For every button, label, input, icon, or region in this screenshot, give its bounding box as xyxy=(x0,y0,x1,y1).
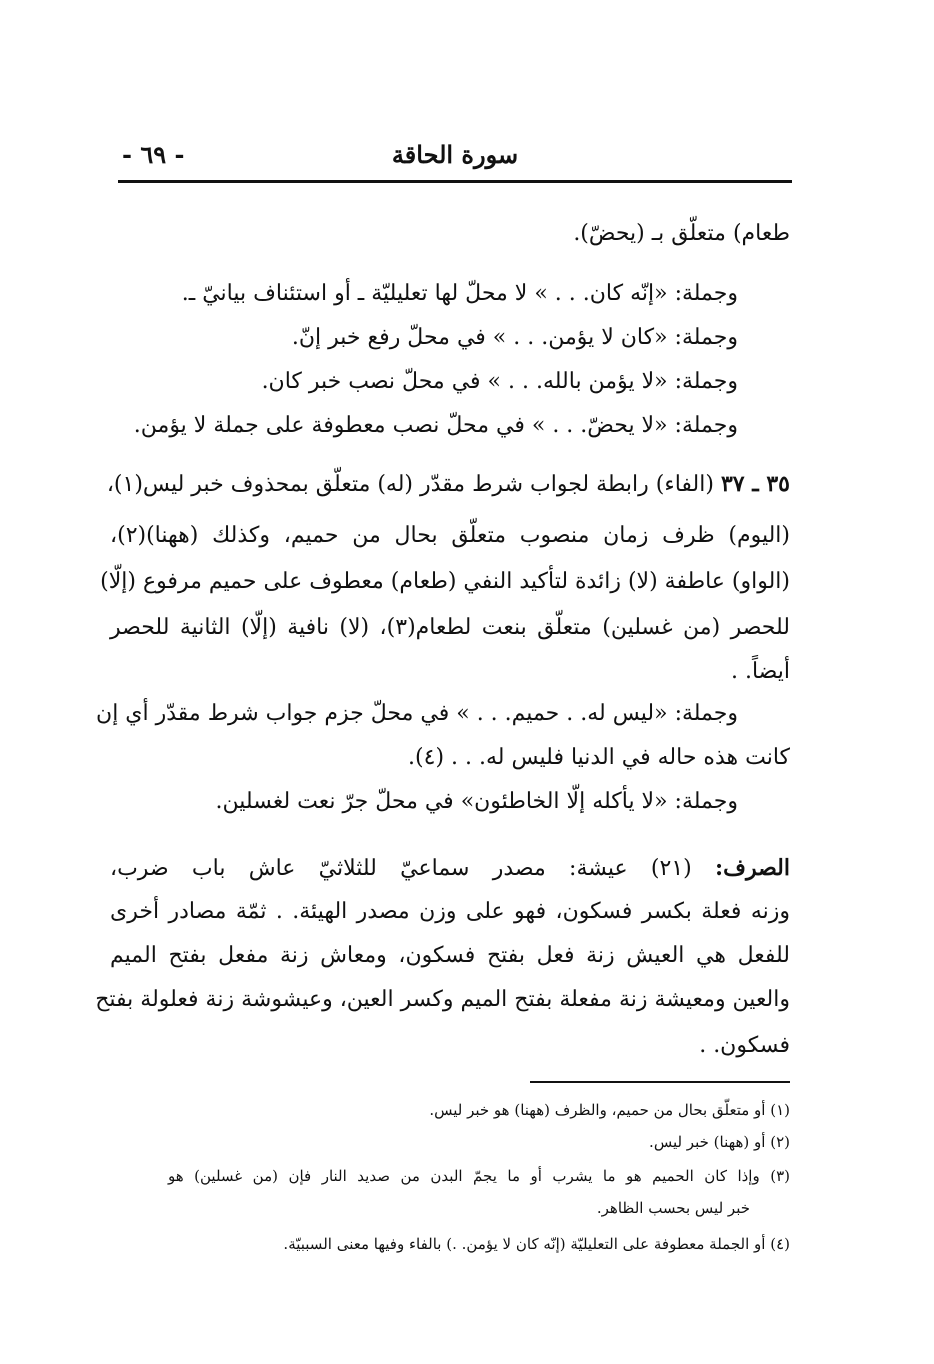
text-line: وجملة: «لا يؤمن بالله. . . » في محلّ نصب خبر كان. xyxy=(261,369,738,394)
text-line: أيضاً. . xyxy=(731,659,790,684)
text-run: (٢١) عيشة: مصدر سماعيّ للثلاثيّ عاش باب ضرب، xyxy=(110,856,692,881)
footnote: (٤) أو الجملة معطوفة على التعليليّة (إنّه كان لا يؤمن. .) بالفاء وفيها معنى السببيّة. xyxy=(283,1235,790,1253)
footnote-continuation: خبر ليس بحسب الظاهر. xyxy=(596,1199,750,1217)
text-line: والعين ومعيشة زنة مفعلة بفتح الميم وكسر العين، وعيشوشة زنة فعلولة بفتح xyxy=(95,987,790,1012)
text-line: وجملة: «كان لا يؤمن. . . » في محلّ رفع خبر إنّ. xyxy=(291,325,738,350)
text-line: وجملة: «لا يحضّ. . . » في محلّ نصب معطوفة على جملة لا يؤمن. xyxy=(133,413,738,438)
text-line: (الواو) عاطفة (لا) زائدة لتأكيد النفي (طعام) معطوف على حميم مرفوع (إلّا) xyxy=(100,569,790,594)
text-line: فسكون. . xyxy=(699,1033,790,1058)
text-line: وزنه فعلة بكسر فسكون، فهو على وزن مصدر الهيئة. . ثمّة مصادر أخرى xyxy=(110,899,790,924)
text-line: وجملة: «ليس له. . حميم. . . » في محلّ جزم جواب شرط مقدّر أي إن xyxy=(96,701,738,726)
footnote: (٢) أو (ههنا) خبر ليس. xyxy=(649,1133,790,1151)
text-line: كانت هذه حاله في الدنيا فليس له. . . (٤). xyxy=(408,745,790,770)
surah-title: سورة الحاقة xyxy=(391,140,519,169)
verse-number: ٣٥ ـ ٣٧ xyxy=(720,471,790,497)
text-line: للفعل هي العيش زنة فعل بفتح فسكون، ومعاش زنة مفعل بفتح الميم xyxy=(110,943,790,968)
text-line: (اليوم) ظرف زمان منصوب متعلّق بحال من حميم، وكذلك (ههنا)(٢)، xyxy=(110,523,790,548)
text-line: وجملة: «لا يأكله إلّا الخاطئون» في محلّ جرّ نعت لغسلين. xyxy=(215,789,738,814)
text-line: للحصر (من غسلين) متعلّق بنعت لطعام(٣)، (لا) نافية (إلّا) الثانية للحصر xyxy=(110,615,790,640)
section-label: الصرف: xyxy=(715,855,790,881)
page-number: - ٦٩ - xyxy=(122,140,185,169)
footnote: (١) أو متعلّق بحال من حميم، والظرف (ههنا) هو خبر ليس. xyxy=(429,1101,790,1119)
verse-comment-line xyxy=(106,468,790,501)
morphology-line xyxy=(110,852,790,885)
page-header xyxy=(118,140,792,183)
text-line: طعام) متعلّق بـ (يحضّ). xyxy=(573,221,790,246)
text-line: وجملة: «إنّه كان. . . » لا محلّ لها تعليليّة ـ أو استئناف بيانيّ ـ. xyxy=(181,281,738,306)
footnote-divider xyxy=(530,1081,790,1083)
footnote: (٣) وإذا كان الحميم هو ما يشرب أو ما يجمّ البدن من صديد النار فإن (من غسلين) هو xyxy=(168,1167,790,1185)
text-run: (الفاء) رابطة لجواب شرط مقدّر (له) متعلّق بمحذوف خبر ليس(١)، xyxy=(106,472,714,497)
